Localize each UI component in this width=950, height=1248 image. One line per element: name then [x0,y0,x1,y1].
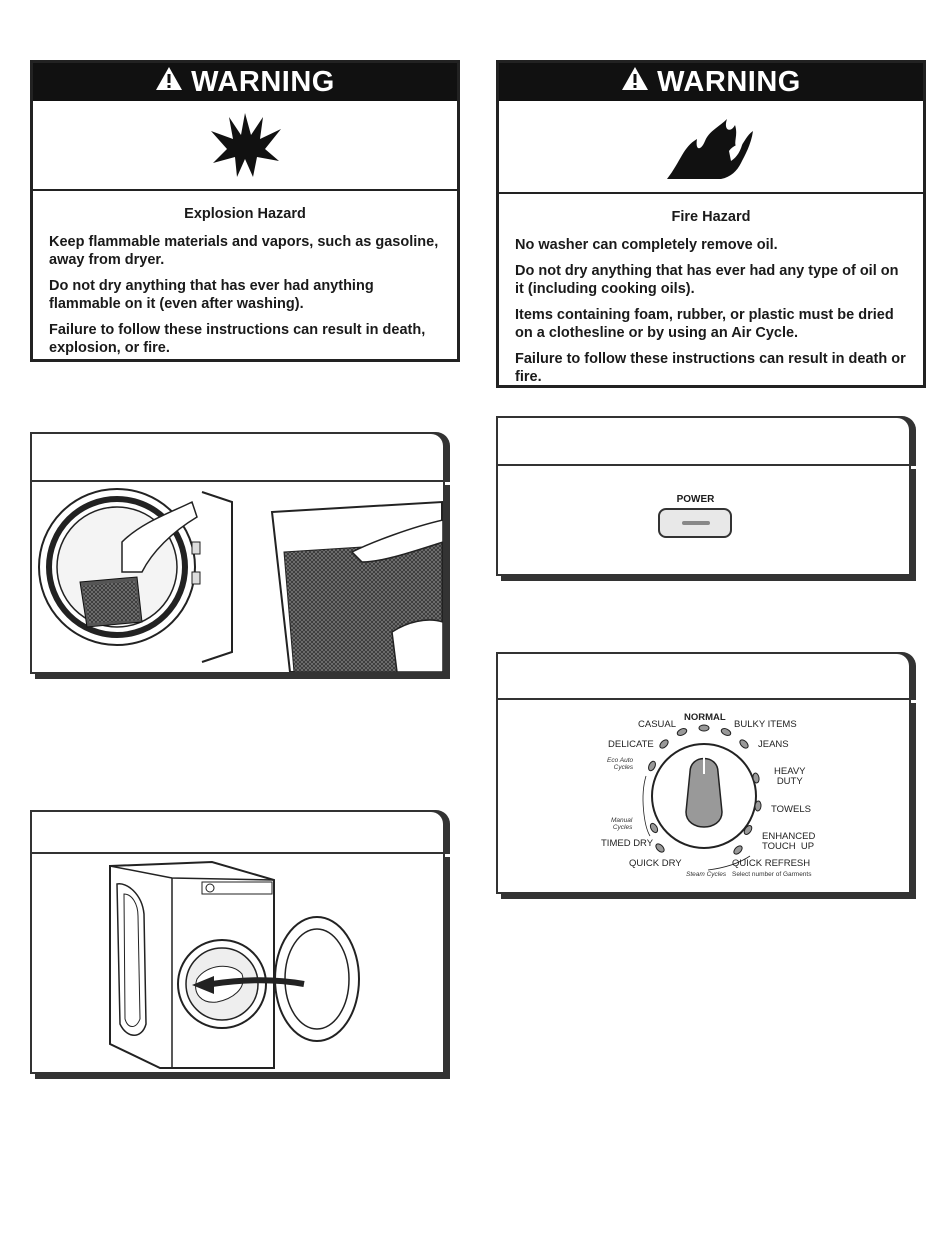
cycle-delicate-label: DELICATE [608,739,654,750]
power-tab [496,416,911,466]
warning-line: No washer can completely remove oil. [515,237,778,253]
power-button[interactable] [658,508,732,538]
hazard-title: Fire Hazard [671,209,751,225]
cycle-quick-dry-label: QUICK DRY [629,858,682,869]
lint-filter-tab [30,432,445,482]
power-indicator-icon [682,521,710,525]
fire-icon [499,101,923,194]
lint-filter-illustration [32,482,443,672]
lint-filter-panel [30,480,445,674]
warning-line: Do not dry anything that has ever had anything flammable on it (even after washing). [49,278,374,312]
warning-line: Items containing foam, rubber, or plastic must be dried on a clothesline or by using an Air Cycle. [515,307,894,341]
warning-line: Do not dry anything that has ever had any type of oil on it (including cooking oils). [515,263,899,297]
cycle-dial-tab [496,652,911,700]
cycle-dial[interactable] [638,716,768,876]
fire-warning-box [496,60,926,388]
warning-triangle-icon [621,66,649,99]
power-label: POWER [676,494,715,505]
cycle-enhanced-touch-up-label: ENHANCED TOUCH UP [762,831,816,852]
explosion-icon [33,101,457,191]
warning-line: Failure to follow these instructions can result in death or fire. [515,351,906,385]
cycle-bulky-items-label: BULKY ITEMS [734,719,797,730]
hazard-title: Explosion Hazard [184,206,306,222]
dryer-load-tab [30,810,445,854]
cycle-heavy-duty-label: HEAVY DUTY [774,766,806,787]
warning-line: Keep flammable materials and vapors, such as gasoline, away from dryer. [49,234,439,268]
warning-body [499,194,923,404]
warning-title: WARNING [191,65,335,98]
warning-line: Failure to follow these instructions can result in death, explosion, or fire. [49,322,426,356]
warning-body [33,191,457,375]
warning-header [33,63,457,101]
select-garments-label: Select number of Garments [732,871,812,878]
steam-cycles-label: Steam Cycles [686,871,727,878]
warning-triangle-icon [155,66,183,99]
eco-auto-cycles-label: Eco Auto Cycles [607,757,634,771]
dryer-load-panel [30,852,445,1074]
cycle-timed-dry-label: TIMED DRY [601,838,654,849]
cycle-towels-label: TOWELS [771,804,811,815]
manual-cycles-label: Manual Cycles [611,817,633,831]
warning-header [499,63,923,101]
cycle-casual-label: CASUAL [638,719,677,730]
power-panel [496,464,911,576]
cycle-quick-refresh-label: QUICK REFRESH [732,858,811,869]
dryer-loading-illustration [32,854,443,1072]
warning-title: WARNING [657,65,801,98]
cycle-normal-label: NORMAL [684,712,726,723]
cycle-jeans-label: JEANS [758,739,789,750]
explosion-warning-box [30,60,460,362]
cycle-dial-panel [496,698,911,894]
